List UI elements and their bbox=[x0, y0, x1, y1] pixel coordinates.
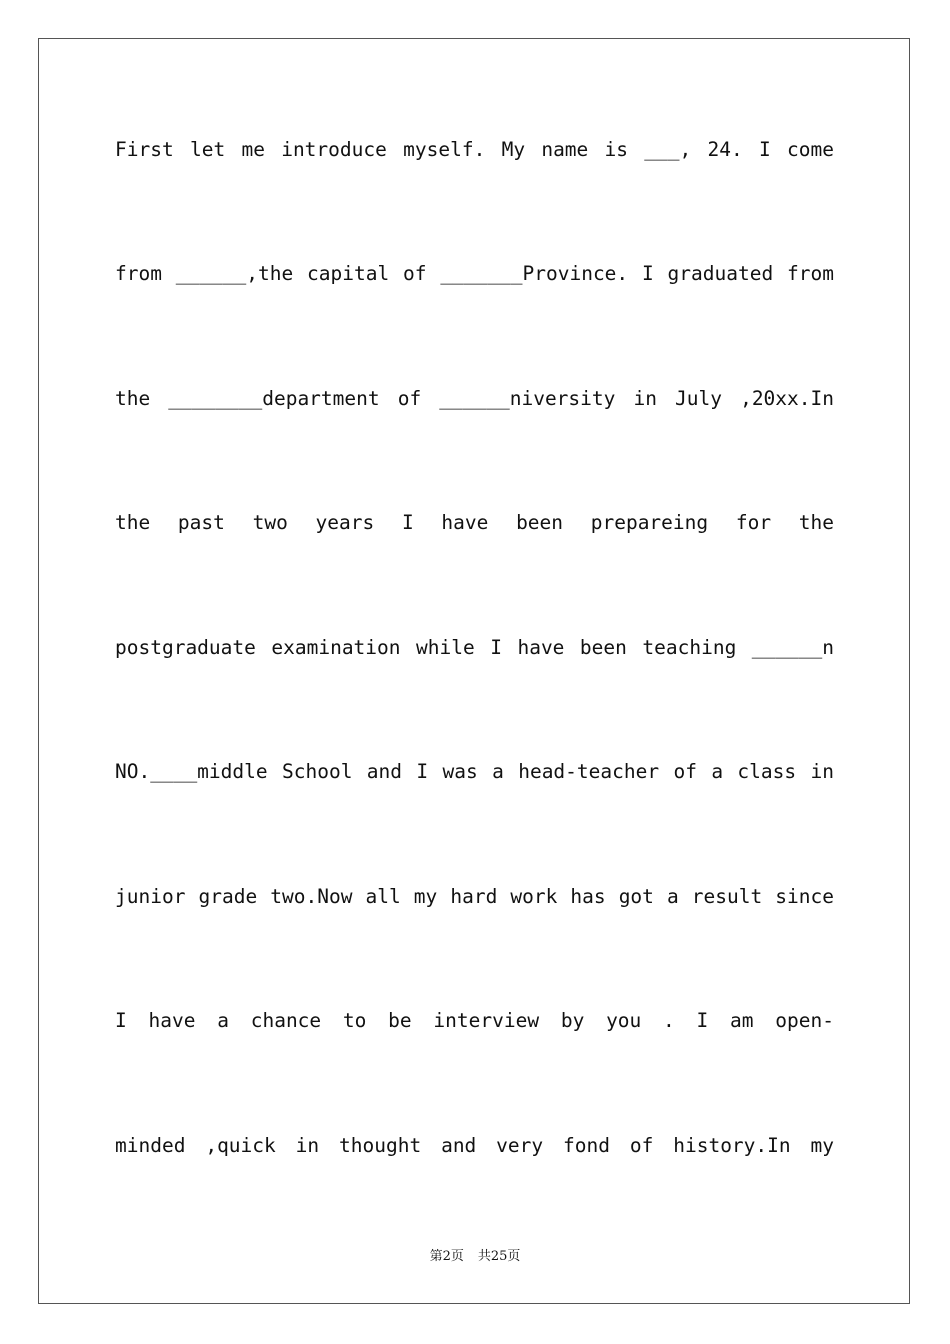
text-line-9: minded ,quick in thought and very fond of history.In my bbox=[115, 1134, 834, 1157]
text-line-6: NO.____middle School and I was a head-teacher of a class in bbox=[115, 760, 834, 783]
text-line-2: from ______,the capital of _______Province. I graduated from bbox=[115, 262, 834, 285]
text-line-7: junior grade two.Now all my hard work has got a result since bbox=[115, 885, 834, 908]
text-line-1: First let me introduce myself. My name is ___, 24. I come bbox=[115, 138, 834, 161]
page-number: 第2页 bbox=[429, 1249, 464, 1264]
text-line-8: I have a chance to be interview by you . I am open- bbox=[115, 1009, 834, 1032]
document-page bbox=[38, 38, 910, 1304]
text-line-4: the past two years I have been prepareing for the bbox=[115, 511, 834, 534]
page-footer bbox=[0, 1247, 950, 1267]
text-line-5: postgraduate examination while I have been teaching ______n bbox=[115, 636, 834, 659]
page-total: 共25页 bbox=[477, 1249, 521, 1264]
text-line-3: the ________department of ______niversity in July ,20xx.In bbox=[115, 387, 834, 410]
